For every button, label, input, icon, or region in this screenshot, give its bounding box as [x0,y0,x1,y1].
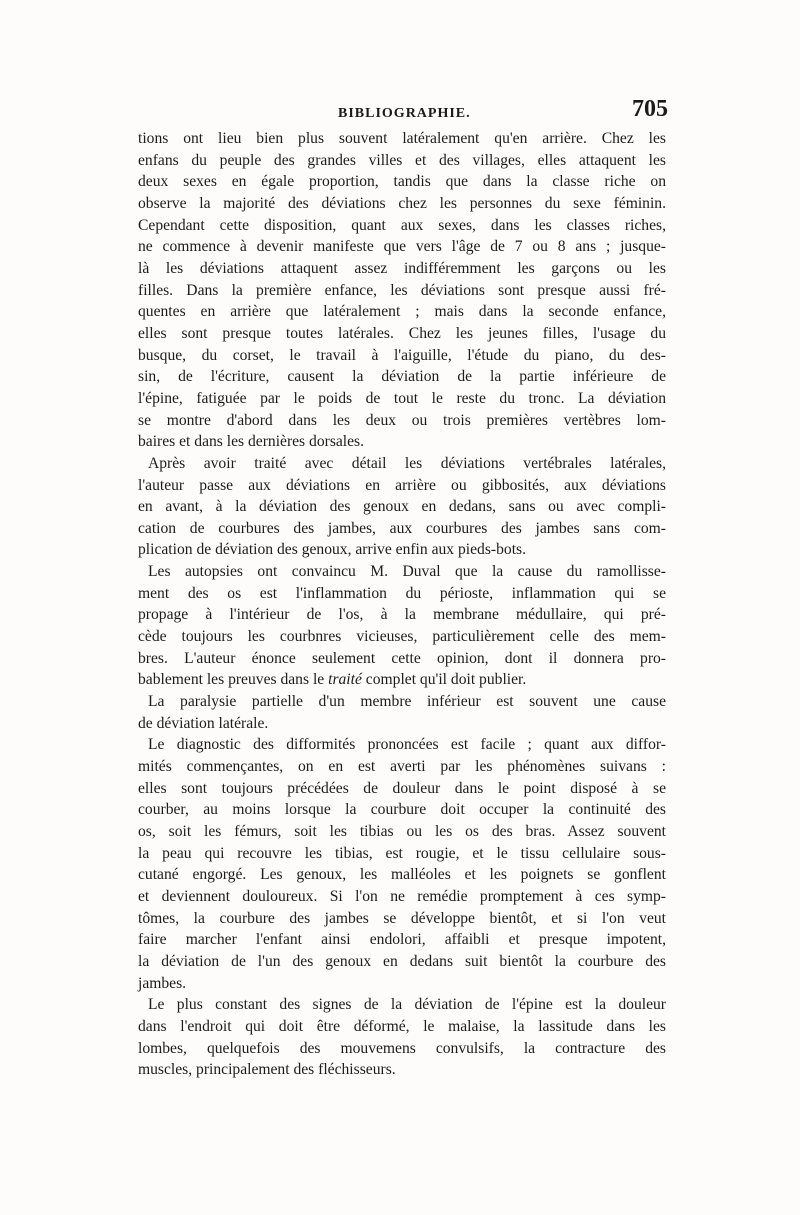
text-line: os, soit les fémurs, soit les tibias ou les os des bras. Assez souvent [138,823,666,840]
text-line: observe la majorité des déviations chez les personnes du sexe féminin. [138,194,666,212]
text-line: la déviation de l'un des genoux en dedans suit bientôt la courbure des [138,952,666,970]
text-line: cutané engorgé. Les genoux, les malléoles et les poignets se gonflent [138,866,666,884]
text-line: tions ont lieu bien plus souvent latéralement qu'en arrière. Chez les [138,130,666,147]
paragraph-1 [138,128,666,453]
text-line: Cependant cette disposition, quant aux sexes, dans les classes riches, [138,216,666,234]
text-line: propage à l'intérieur de l'os, à la membrane médullaire, qui pré- [138,606,666,624]
text-line: courber, au moins lorsque la courbure doit occuper la continuité des [138,801,666,819]
text-line: quentes en arrière que latéralement ; mais dans la seconde enfance, [138,303,666,321]
text-line: là les déviations attaquent assez indifféremment les garçons ou les [138,259,666,277]
page-number: 705 [632,96,668,122]
text-line: tômes, la courbure des jambes se développe bientôt, et si l'on veut [138,909,666,927]
text-line: et deviennent douloureux. Si l'on ne remédie promptement à ces symp- [138,887,666,905]
text-line: lombes, quelquefois des mouvemens convulsifs, la contracture des [138,1039,666,1057]
text-line: cède toujours les courbnres vicieuses, particulièrement celle des mem- [138,628,666,646]
text-line: Le diagnostic des difformités prononcées est facile ; quant aux diffor- [148,736,666,754]
text-line: bres. L'auteur énonce seulement cette opinion, dont il donnera pro- [138,649,666,667]
text-line: jambes. [138,974,187,992]
text-line: enfans du peuple des grandes villes et des villages, elles attaquent les [138,151,666,169]
text-line: busque, du corset, le travail à l'aiguille, l'étude du piano, du des- [138,346,666,364]
text-line: bablement les preuves dans le traité complet qu'il doit publier. [138,671,527,689]
text-line: Le plus constant des signes de la déviation de l'épine est la douleur [148,996,666,1014]
text-line: elles sont presque toutes latérales. Chez les jeunes filles, l'usage du [138,324,666,342]
text-line: mités commençantes, on en est averti par les phénomènes suivans : [138,758,666,776]
page-header [138,96,668,126]
text-line: baires et dans les dernières dorsales. [138,433,365,451]
text-line: La paralysie partielle d'un membre inférieur est souvent une cause [148,693,666,711]
text-line: ne commence à devenir manifeste que vers l'âge de 7 ou 8 ans ; jusque- [138,238,666,256]
paragraph-5 [138,734,666,994]
text-line: l'auteur passe aux déviations en arrière ou gibbosités, aux déviations [138,476,666,494]
body-text [138,128,666,1081]
text-line: dans l'endroit qui doit être déformé, le malaise, la lassitude dans les [138,1017,666,1035]
text-line: ment des os est l'inflammation du périoste, inflammation qui se [138,584,666,602]
text-line: de déviation latérale. [138,714,269,732]
text-line: plication de déviation des genoux, arrive enfin aux pieds-bots. [138,541,527,559]
text-line: sin, de l'écriture, causent la déviation de la partie inférieure de [138,368,666,386]
text-line: l'épine, fatiguée par le poids de tout le reste du tronc. La déviation [138,389,666,407]
paragraph-3 [138,561,666,691]
text-line: en avant, à la déviation des genoux en dedans, sans ou avec compli- [138,498,666,516]
text-line: cation de courbures des jambes, aux courbures des jambes sans com- [138,519,666,537]
text-line: deux sexes en égale proportion, tandis que dans la classe riche on [138,173,666,191]
text-line: se montre d'abord dans les deux ou trois premières vertèbres lom- [138,411,666,429]
running-head: BIBLIOGRAPHIE. [338,106,471,121]
text-line: la peau qui recouvre les tibias, est rougie, et le tissu cellulaire sous- [138,844,666,862]
text-line: Les autopsies ont convaincu M. Duval que la cause du ramollisse- [148,563,666,581]
text-line: faire marcher l'enfant ainsi endolori, affaibli et presque impotent, [138,931,666,949]
text-line: Après avoir traité avec détail les déviations vertébrales latérales, [148,454,666,472]
paragraph-4 [138,691,666,734]
text-line: muscles, principalement des fléchisseurs. [138,1061,396,1079]
text-line: elles sont toujours précédées de douleur dans le point disposé à se [138,779,666,797]
paragraph-6 [138,994,666,1081]
paragraph-2 [138,453,666,561]
text-line: filles. Dans la première enfance, les déviations sont presque aussi fré- [138,281,666,299]
